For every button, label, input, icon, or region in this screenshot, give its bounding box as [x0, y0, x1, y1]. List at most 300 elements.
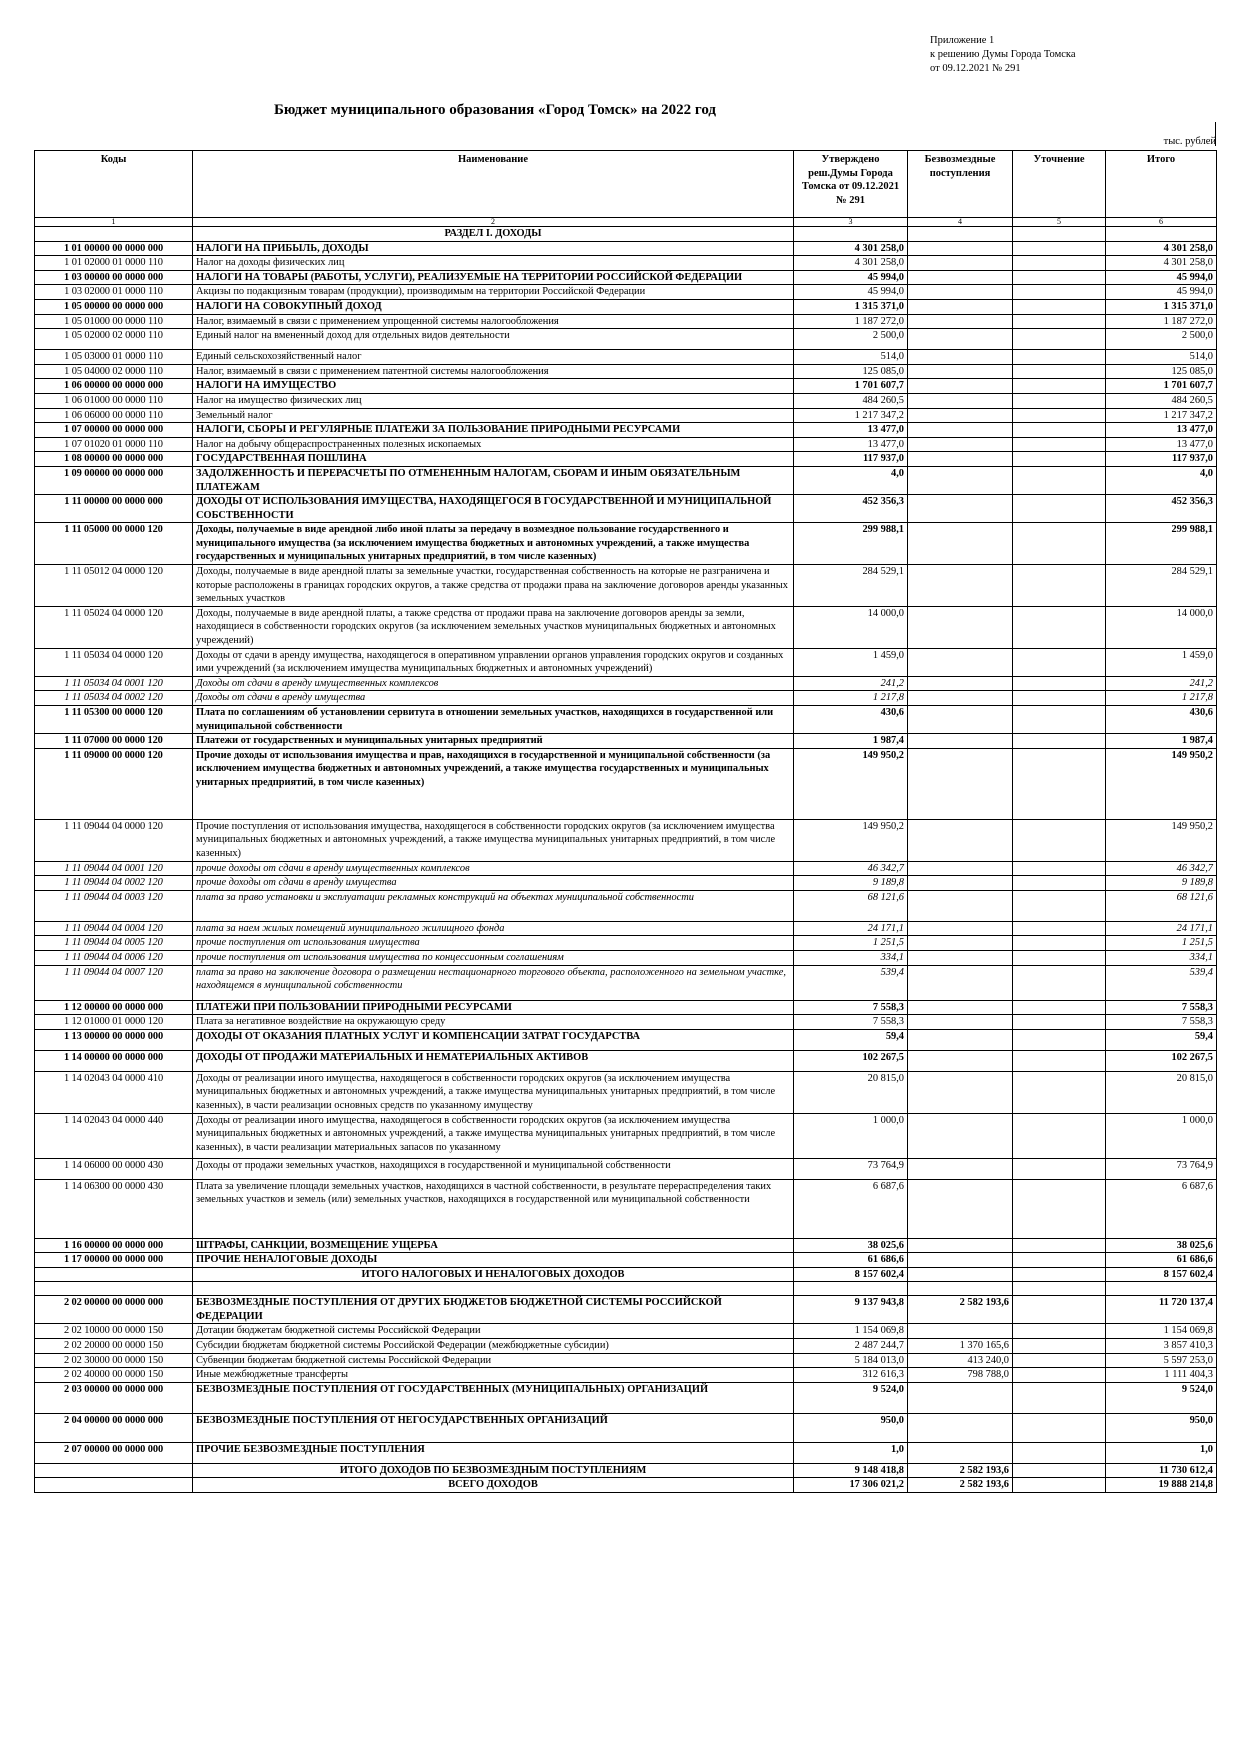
approved-cell: 59,4 [794, 1029, 908, 1050]
refinement-cell [1013, 819, 1106, 861]
refinement-cell [1013, 1238, 1106, 1253]
refinement-cell [1013, 691, 1106, 706]
grants-cell [908, 1442, 1013, 1463]
name-cell: Налог на имущество физических лиц [193, 393, 794, 408]
header-row [35, 151, 1217, 218]
grants-cell [908, 1238, 1013, 1253]
grants-cell [908, 1000, 1013, 1015]
grants-cell [908, 495, 1013, 523]
refinement-cell [1013, 1015, 1106, 1030]
code-cell: 1 11 05000 00 0000 120 [35, 523, 193, 565]
table-row [35, 1353, 1217, 1368]
approved-cell: 13 477,0 [794, 437, 908, 452]
approved-cell: 334,1 [794, 950, 908, 965]
grants-cell [908, 379, 1013, 394]
table-row [35, 1158, 1217, 1179]
grants-cell [908, 819, 1013, 861]
code-cell: 1 11 05300 00 0000 120 [35, 706, 193, 734]
refinement-cell [1013, 648, 1106, 676]
grants-cell: 2 582 193,6 [908, 1296, 1013, 1324]
section-empty-cell [1013, 227, 1106, 242]
code-cell: 1 11 09044 04 0004 120 [35, 921, 193, 936]
grants-cell [908, 256, 1013, 271]
header-grants: Безвозмездные поступления [908, 151, 1013, 218]
approved-cell: 4 301 258,0 [794, 256, 908, 271]
refinement-cell [1013, 1158, 1106, 1179]
refinement-cell [1013, 437, 1106, 452]
table-row [35, 706, 1217, 734]
code-cell: 1 03 02000 01 0000 110 [35, 285, 193, 300]
annex-line-2: к решению Думы Города Томска [930, 49, 1076, 60]
code-cell: 1 17 00000 00 0000 000 [35, 1253, 193, 1268]
table-row [35, 1442, 1217, 1463]
refinement-cell [1013, 314, 1106, 329]
total-cell: 59,4 [1106, 1029, 1217, 1050]
approved-cell: 6 687,6 [794, 1179, 908, 1238]
approved-cell: 299 988,1 [794, 523, 908, 565]
total-cell: 46 342,7 [1106, 861, 1217, 876]
total-cell: 14 000,0 [1106, 606, 1217, 648]
approved-cell: 1,0 [794, 1442, 908, 1463]
total-cell: 8 157 602,4 [1106, 1267, 1217, 1282]
grants-cell [908, 1267, 1013, 1282]
total-cell: 125 085,0 [1106, 364, 1217, 379]
code-cell: 1 11 09000 00 0000 120 [35, 748, 193, 819]
approved-cell: 20 815,0 [794, 1071, 908, 1113]
grants-cell [908, 734, 1013, 749]
total-cell: 68 121,6 [1106, 890, 1217, 921]
total-cell: 45 994,0 [1106, 270, 1217, 285]
code-cell: 1 11 05034 04 0002 120 [35, 691, 193, 706]
code-cell: 2 03 00000 00 0000 000 [35, 1382, 193, 1413]
name-cell: ПЛАТЕЖИ ПРИ ПОЛЬЗОВАНИИ ПРИРОДНЫМИ РЕСУРСАМИ [193, 1000, 794, 1015]
column-number: 3 [794, 218, 908, 227]
table-row [35, 523, 1217, 565]
refinement-cell [1013, 1368, 1106, 1383]
code-cell: 1 05 00000 00 0000 000 [35, 299, 193, 314]
code-cell: 1 05 02000 02 0000 110 [35, 329, 193, 350]
grants-cell [908, 861, 1013, 876]
name-cell: НАЛОГИ НА ПРИБЫЛЬ, ДОХОДЫ [193, 241, 794, 256]
name-cell: ВСЕГО ДОХОДОВ [193, 1478, 794, 1493]
refinement-cell [1013, 1296, 1106, 1324]
name-cell: плата за наем жилых помещений муниципального жилищного фонда [193, 921, 794, 936]
grants-cell: 2 582 193,6 [908, 1478, 1013, 1493]
refinement-cell [1013, 423, 1106, 438]
total-cell: 4 301 258,0 [1106, 256, 1217, 271]
approved-cell: 61 686,6 [794, 1253, 908, 1268]
approved-cell: 284 529,1 [794, 565, 908, 607]
name-cell: Доходы от реализации иного имущества, находящегося в собственности городских округов (за исключением имущества муниципальных бюджетных и автономных учреждений, а также имущества муниципальных унитарных предприятий, в том числе казенных), в части реализации материальных запасов по указанному [193, 1113, 794, 1158]
refinement-cell [1013, 748, 1106, 819]
total-cell: 20 815,0 [1106, 1071, 1217, 1113]
table-row [35, 495, 1217, 523]
total-cell: 1 701 607,7 [1106, 379, 1217, 394]
total-cell: 11 730 612,4 [1106, 1463, 1217, 1478]
grants-cell [908, 452, 1013, 467]
approved-cell: 430,6 [794, 706, 908, 734]
approved-cell: 1 217 347,2 [794, 408, 908, 423]
code-cell: 2 02 20000 00 0000 150 [35, 1339, 193, 1354]
table-row [35, 1463, 1217, 1478]
approved-cell [794, 1282, 908, 1296]
grants-cell [908, 299, 1013, 314]
refinement-cell [1013, 350, 1106, 365]
total-cell: 950,0 [1106, 1413, 1217, 1442]
refinement-cell [1013, 734, 1106, 749]
total-cell: 1 111 404,3 [1106, 1368, 1217, 1383]
refinement-cell [1013, 241, 1106, 256]
table-row [35, 748, 1217, 819]
code-cell: 1 06 00000 00 0000 000 [35, 379, 193, 394]
total-cell: 1 315 371,0 [1106, 299, 1217, 314]
approved-cell: 102 267,5 [794, 1050, 908, 1071]
refinement-cell [1013, 1253, 1106, 1268]
table-row [35, 423, 1217, 438]
approved-cell: 73 764,9 [794, 1158, 908, 1179]
grants-cell: 2 582 193,6 [908, 1463, 1013, 1478]
total-cell: 61 686,6 [1106, 1253, 1217, 1268]
table-row [35, 936, 1217, 951]
total-cell: 2 500,0 [1106, 329, 1217, 350]
table-row [35, 1113, 1217, 1158]
section-title: РАЗДЕЛ I. ДОХОДЫ [193, 227, 794, 242]
table-row [35, 1000, 1217, 1015]
name-cell: прочие поступления от использования имущества по концессионным соглашениям [193, 950, 794, 965]
total-cell: 7 558,3 [1106, 1015, 1217, 1030]
code-cell: 1 07 01020 01 0000 110 [35, 437, 193, 452]
name-cell: Акцизы по подакцизным товарам (продукции), производимым на территории Российской Федерации [193, 285, 794, 300]
refinement-cell [1013, 1267, 1106, 1282]
name-cell: плата за право на заключение договора о размещении нестационарного торгового объекта, расположенного на земельном участке, находящемся в муниципальной собственности [193, 965, 794, 1000]
grants-cell [908, 285, 1013, 300]
refinement-cell [1013, 270, 1106, 285]
grants-cell [908, 1071, 1013, 1113]
approved-cell: 45 994,0 [794, 270, 908, 285]
refinement-cell [1013, 393, 1106, 408]
approved-cell: 950,0 [794, 1413, 908, 1442]
grants-cell: 1 370 165,6 [908, 1339, 1013, 1354]
approved-cell: 539,4 [794, 965, 908, 1000]
approved-cell: 149 950,2 [794, 748, 908, 819]
total-cell: 19 888 214,8 [1106, 1478, 1217, 1493]
refinement-cell [1013, 452, 1106, 467]
name-cell: БЕЗВОЗМЕЗДНЫЕ ПОСТУПЛЕНИЯ ОТ НЕГОСУДАРСТВЕННЫХ ОРГАНИЗАЦИЙ [193, 1413, 794, 1442]
name-cell: ПРОЧИЕ НЕНАЛОГОВЫЕ ДОХОДЫ [193, 1253, 794, 1268]
grants-cell [908, 408, 1013, 423]
approved-cell: 1 217,8 [794, 691, 908, 706]
refinement-cell [1013, 285, 1106, 300]
budget-table [34, 150, 1217, 1493]
grants-cell [908, 648, 1013, 676]
grants-cell [908, 876, 1013, 891]
approved-cell: 1 987,4 [794, 734, 908, 749]
refinement-cell [1013, 965, 1106, 1000]
name-cell: ПРОЧИЕ БЕЗВОЗМЕЗДНЫЕ ПОСТУПЛЕНИЯ [193, 1442, 794, 1463]
approved-cell: 46 342,7 [794, 861, 908, 876]
code-cell: 1 12 00000 00 0000 000 [35, 1000, 193, 1015]
name-cell: НАЛОГИ, СБОРЫ И РЕГУЛЯРНЫЕ ПЛАТЕЖИ ЗА ПОЛЬЗОВАНИЕ ПРИРОДНЫМИ РЕСУРСАМИ [193, 423, 794, 438]
header-approved: Утверждено реш.Думы Города Томска от 09.12.2021 № 291 [794, 151, 908, 218]
refinement-cell [1013, 1478, 1106, 1493]
refinement-cell [1013, 606, 1106, 648]
total-cell: 117 937,0 [1106, 452, 1217, 467]
table-row [35, 1179, 1217, 1238]
grants-cell [908, 314, 1013, 329]
grants-cell [908, 890, 1013, 921]
refinement-cell [1013, 1113, 1106, 1158]
code-cell: 1 06 01000 00 0000 110 [35, 393, 193, 408]
header-code: Коды [35, 151, 193, 218]
refinement-cell [1013, 1029, 1106, 1050]
total-cell: 13 477,0 [1106, 437, 1217, 452]
approved-cell: 9 148 418,8 [794, 1463, 908, 1478]
grants-cell [908, 1282, 1013, 1296]
name-cell: ЗАДОЛЖЕННОСТЬ И ПЕРЕРАСЧЕТЫ ПО ОТМЕНЕННЫМ НАЛОГАМ, СБОРАМ И ИНЫМ ОБЯЗАТЕЛЬНЫМ ПЛАТЕЖАМ [193, 466, 794, 494]
refinement-cell [1013, 523, 1106, 565]
code-cell: 1 11 00000 00 0000 000 [35, 495, 193, 523]
grants-cell [908, 1113, 1013, 1158]
approved-cell: 1 154 069,8 [794, 1324, 908, 1339]
name-cell: Плата по соглашениям об установлении сервитута в отношении земельных участков, находящихся в государственной или муниципальной собственности [193, 706, 794, 734]
table-row [35, 1368, 1217, 1383]
column-number: 4 [908, 218, 1013, 227]
grants-cell [908, 950, 1013, 965]
code-cell: 1 11 09044 04 0005 120 [35, 936, 193, 951]
code-cell: 1 11 05012 04 0000 120 [35, 565, 193, 607]
approved-cell: 24 171,1 [794, 921, 908, 936]
name-cell: Прочие доходы от использования имущества и прав, находящихся в государственной и муниципальной собственности (за исключением имущества бюджетных и автономных учреждений, а также имущества государственных и муниципальных унитарных предприятий, в том числе казенных) [193, 748, 794, 819]
table-row [35, 379, 1217, 394]
total-cell: 24 171,1 [1106, 921, 1217, 936]
table-row [35, 437, 1217, 452]
total-cell: 73 764,9 [1106, 1158, 1217, 1179]
refinement-cell [1013, 1179, 1106, 1238]
approved-cell: 1 187 272,0 [794, 314, 908, 329]
code-cell: 1 11 09044 04 0001 120 [35, 861, 193, 876]
grants-cell [908, 965, 1013, 1000]
table-row [35, 350, 1217, 365]
header-total: Итого [1106, 151, 1217, 218]
approved-cell: 514,0 [794, 350, 908, 365]
column-number: 6 [1106, 218, 1217, 227]
name-cell: Доходы, получаемые в виде арендной либо иной платы за передачу в возмездное пользование государственного и муниципального имущества (за исключением имущества бюджетных и автономных учреждений, а также имущества государственных и муниципальных унитарных предприятий, в том числе казенных) [193, 523, 794, 565]
column-number: 2 [193, 218, 794, 227]
code-cell: 1 05 03000 01 0000 110 [35, 350, 193, 365]
code-cell: 1 14 00000 00 0000 000 [35, 1050, 193, 1071]
table-row [35, 1413, 1217, 1442]
grants-cell [908, 241, 1013, 256]
approved-cell: 9 524,0 [794, 1382, 908, 1413]
table-row [35, 241, 1217, 256]
total-cell: 1 000,0 [1106, 1113, 1217, 1158]
approved-cell: 1 701 607,7 [794, 379, 908, 394]
grants-cell: 413 240,0 [908, 1353, 1013, 1368]
section-row [35, 227, 1217, 242]
name-cell [193, 1282, 794, 1296]
name-cell: Налог на доходы физических лиц [193, 256, 794, 271]
table-row [35, 1339, 1217, 1354]
code-cell: 2 07 00000 00 0000 000 [35, 1442, 193, 1463]
total-cell: 452 356,3 [1106, 495, 1217, 523]
code-cell: 1 11 09044 04 0002 120 [35, 876, 193, 891]
name-cell: Субсидии бюджетам бюджетной системы Российской Федерации (межбюджетные субсидии) [193, 1339, 794, 1354]
total-cell: 11 720 137,4 [1106, 1296, 1217, 1324]
name-cell: Доходы, получаемые в виде арендной платы за земельные участки, государственная собственность на которые не разграничена и которые расположены в границах городских округов, а также средства от продажи права на заключение договоров аренды указанных земельных участков [193, 565, 794, 607]
refinement-cell [1013, 299, 1106, 314]
table-row [35, 606, 1217, 648]
table-row [35, 1324, 1217, 1339]
code-cell: 2 02 30000 00 0000 150 [35, 1353, 193, 1368]
grants-cell [908, 1029, 1013, 1050]
code-cell: 1 11 05024 04 0000 120 [35, 606, 193, 648]
total-cell: 514,0 [1106, 350, 1217, 365]
approved-cell: 484 260,5 [794, 393, 908, 408]
approved-cell: 7 558,3 [794, 1000, 908, 1015]
refinement-cell [1013, 921, 1106, 936]
approved-cell: 68 121,6 [794, 890, 908, 921]
section-empty-cell [1106, 227, 1217, 242]
table-row [35, 466, 1217, 494]
total-cell: 1,0 [1106, 1442, 1217, 1463]
table-row [35, 876, 1217, 891]
approved-cell: 8 157 602,4 [794, 1267, 908, 1282]
refinement-cell [1013, 329, 1106, 350]
code-cell: 1 14 06300 00 0000 430 [35, 1179, 193, 1238]
total-cell: 38 025,6 [1106, 1238, 1217, 1253]
name-cell: Доходы от сдачи в аренду имущественных комплексов [193, 676, 794, 691]
total-cell: 4 301 258,0 [1106, 241, 1217, 256]
grants-cell [908, 1324, 1013, 1339]
total-cell: 9 189,8 [1106, 876, 1217, 891]
total-cell: 241,2 [1106, 676, 1217, 691]
refinement-cell [1013, 706, 1106, 734]
section-empty-cell [794, 227, 908, 242]
refinement-cell [1013, 466, 1106, 494]
annex-line-1: Приложение 1 [930, 35, 995, 46]
refinement-cell [1013, 861, 1106, 876]
total-cell: 430,6 [1106, 706, 1217, 734]
total-cell: 149 950,2 [1106, 819, 1217, 861]
grants-cell [908, 523, 1013, 565]
name-cell: Налог, взимаемый в связи с применением упрощенной системы налогообложения [193, 314, 794, 329]
grants-cell [908, 393, 1013, 408]
refinement-cell [1013, 1413, 1106, 1442]
code-cell: 1 11 09044 04 0003 120 [35, 890, 193, 921]
table-row [35, 1029, 1217, 1050]
refinement-cell [1013, 1382, 1106, 1413]
total-cell: 1 459,0 [1106, 648, 1217, 676]
code-cell: 1 11 05034 04 0000 120 [35, 648, 193, 676]
name-cell: Единый налог на вмененный доход для отдельных видов деятельности [193, 329, 794, 350]
refinement-cell [1013, 1071, 1106, 1113]
code-cell: 1 05 04000 02 0000 110 [35, 364, 193, 379]
total-cell: 334,1 [1106, 950, 1217, 965]
table-row [35, 676, 1217, 691]
approved-cell: 1 315 371,0 [794, 299, 908, 314]
units-label: тыс. рублей [1163, 136, 1216, 147]
grants-cell [908, 748, 1013, 819]
approved-cell: 14 000,0 [794, 606, 908, 648]
total-cell: 4,0 [1106, 466, 1217, 494]
name-cell: прочие поступления от использования имущества [193, 936, 794, 951]
refinement-cell [1013, 408, 1106, 423]
grants-cell [908, 270, 1013, 285]
spacer-row [35, 1282, 1217, 1296]
refinement-cell [1013, 876, 1106, 891]
name-cell: Плата за негативное воздействие на окружающую среду [193, 1015, 794, 1030]
grants-cell [908, 423, 1013, 438]
name-cell: Доходы, получаемые в виде арендной платы, а также средства от продажи права на заключение договоров аренды за земли, находящиеся в собственности городских округов (за исключением земельных участков муниципальных бюджетных и автономных учреждений) [193, 606, 794, 648]
name-cell: Дотации бюджетам бюджетной системы Российской Федерации [193, 1324, 794, 1339]
code-cell: 1 01 02000 01 0000 110 [35, 256, 193, 271]
name-cell: НАЛОГИ НА ТОВАРЫ (РАБОТЫ, УСЛУГИ), РЕАЛИЗУЕМЫЕ НА ТЕРРИТОРИИ РОССИЙСКОЙ ФЕДЕРАЦИИ [193, 270, 794, 285]
table-row [35, 270, 1217, 285]
total-cell: 1 187 272,0 [1106, 314, 1217, 329]
code-cell: 2 02 10000 00 0000 150 [35, 1324, 193, 1339]
name-cell: Единый сельскохозяйственный налог [193, 350, 794, 365]
total-cell: 45 994,0 [1106, 285, 1217, 300]
grants-cell [908, 565, 1013, 607]
table-row [35, 1267, 1217, 1282]
refinement-cell [1013, 1463, 1106, 1478]
name-cell: БЕЗВОЗМЕЗДНЫЕ ПОСТУПЛЕНИЯ ОТ ГОСУДАРСТВЕННЫХ (МУНИЦИПАЛЬНЫХ) ОРГАНИЗАЦИЙ [193, 1382, 794, 1413]
name-cell: ИТОГО ДОХОДОВ ПО БЕЗВОЗМЕЗДНЫМ ПОСТУПЛЕНИЯМ [193, 1463, 794, 1478]
table-row [35, 408, 1217, 423]
table-row [35, 1071, 1217, 1113]
code-cell [35, 1463, 193, 1478]
total-cell: 3 857 410,3 [1106, 1339, 1217, 1354]
refinement-cell [1013, 1000, 1106, 1015]
approved-cell: 1 459,0 [794, 648, 908, 676]
column-number: 1 [35, 218, 193, 227]
approved-cell: 38 025,6 [794, 1238, 908, 1253]
total-cell: 9 524,0 [1106, 1382, 1217, 1413]
approved-cell: 2 500,0 [794, 329, 908, 350]
table-row [35, 691, 1217, 706]
refinement-cell [1013, 890, 1106, 921]
name-cell: Иные межбюджетные трансферты [193, 1368, 794, 1383]
name-cell: ИТОГО НАЛОГОВЫХ И НЕНАЛОГОВЫХ ДОХОДОВ [193, 1267, 794, 1282]
name-cell: прочие доходы от сдачи в аренду имущественных комплексов [193, 861, 794, 876]
refinement-cell [1013, 950, 1106, 965]
code-cell: 1 09 00000 00 0000 000 [35, 466, 193, 494]
refinement-cell [1013, 1353, 1106, 1368]
total-cell [1106, 1282, 1217, 1296]
table-row [35, 861, 1217, 876]
code-cell: 1 11 05034 04 0001 120 [35, 676, 193, 691]
refinement-cell [1013, 495, 1106, 523]
total-cell: 299 988,1 [1106, 523, 1217, 565]
grants-cell [908, 329, 1013, 350]
name-cell: НАЛОГИ НА ИМУЩЕСТВО [193, 379, 794, 394]
code-cell: 1 12 01000 01 0000 120 [35, 1015, 193, 1030]
annex-line-3: от 09.12.2021 № 291 [930, 63, 1021, 74]
approved-cell: 312 616,3 [794, 1368, 908, 1383]
grants-cell [908, 1015, 1013, 1030]
refinement-cell [1013, 379, 1106, 394]
code-cell: 2 02 40000 00 0000 150 [35, 1368, 193, 1383]
table-row [35, 950, 1217, 965]
refinement-cell [1013, 936, 1106, 951]
refinement-cell [1013, 1324, 1106, 1339]
code-cell: 1 03 00000 00 0000 000 [35, 270, 193, 285]
grants-cell [908, 1382, 1013, 1413]
total-cell: 539,4 [1106, 965, 1217, 1000]
column-number: 5 [1013, 218, 1106, 227]
code-cell: 2 02 00000 00 0000 000 [35, 1296, 193, 1324]
refinement-cell [1013, 1050, 1106, 1071]
